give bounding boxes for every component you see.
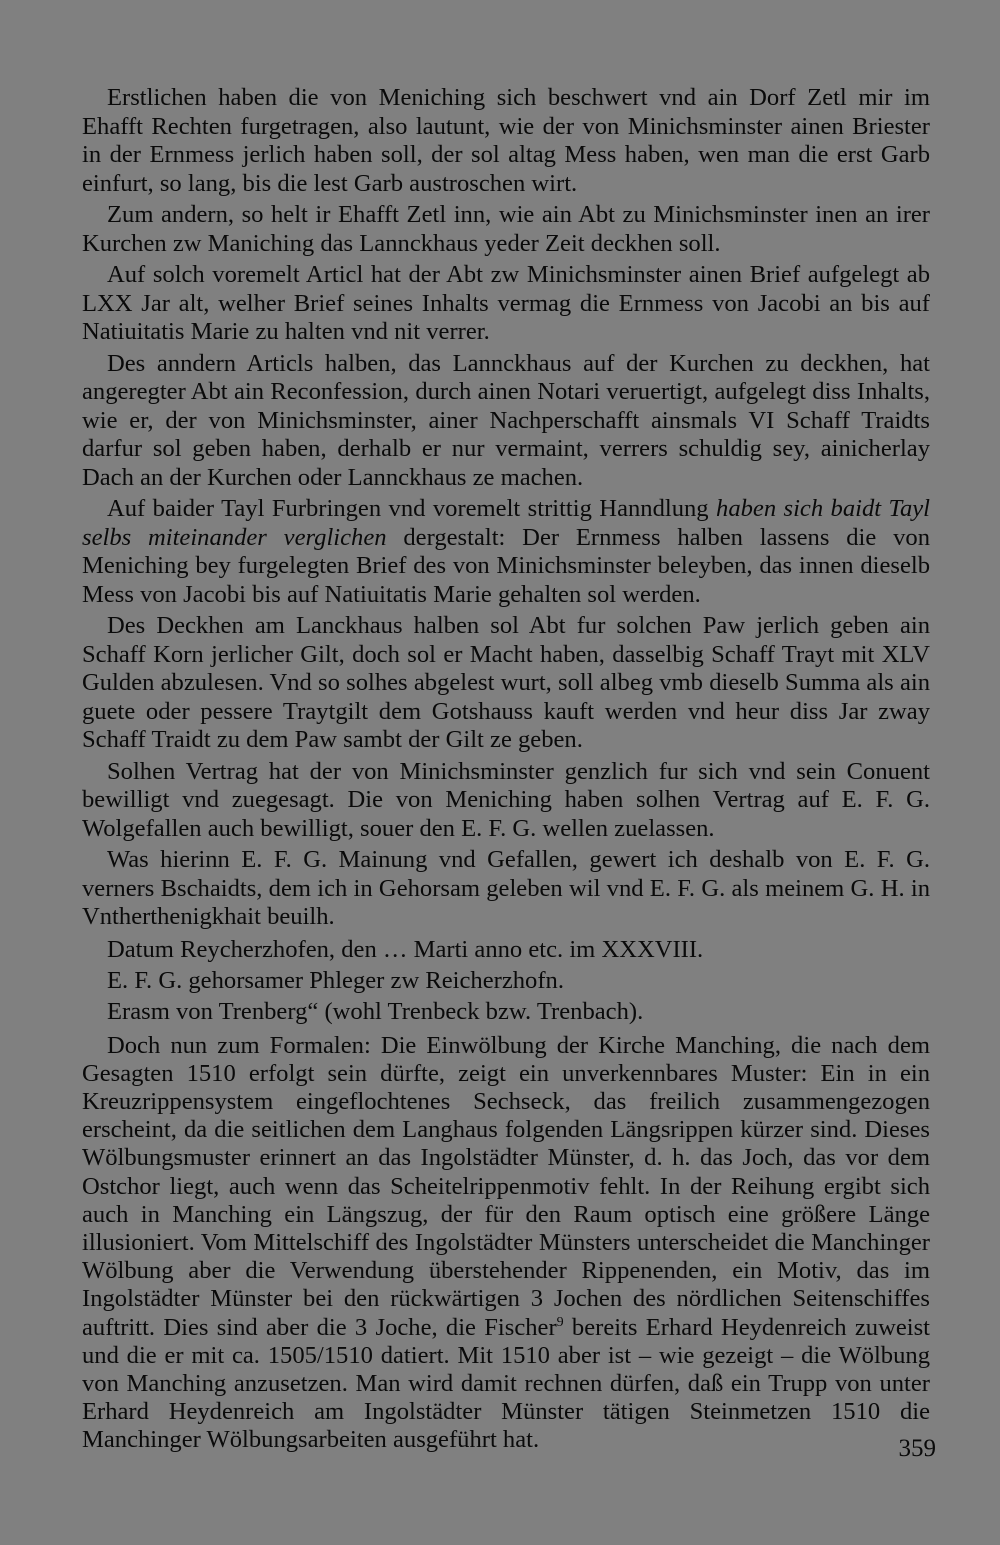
quote-signer: Erasm von Trenberg“ (wohl Trenbeck bzw. Trenbach). xyxy=(107,997,644,1025)
quote-paragraph: Was hierinn E. F. G. Mainung vnd Gefallen, gewert ich deshalb von E. F. G. verners Bschaidts, dem ich in Gehorsam geleben wil vnd E. F. G. als meinem G. H. in Vntherthenigkhait beuilh. xyxy=(82,846,930,930)
quote-date: Datum Reycherzhofen, den … Marti anno etc. im XXXVIII. xyxy=(107,935,704,963)
quote-paragraph: Des anndern Articls halben, das Lannckhaus auf der Kurchen zu deckhen, hat angeregter Abt ain Reconfession, durch ainen Notari veruertigt, aufgelegt diss Inhalts, wie er, der von Minichsminster, ainer Nachperschafft ainsmals VI Schaff Traidts darfur sol geben haben, derhalb er nur vermaint, verrers schuldig sey, ainicherlay Dach an der Kurchen oder Lannckhaus ze machen. xyxy=(82,349,930,491)
quote-paragraph: Auf solch voremelt Articl hat der Abt zw Minichsminster ainen Brief aufgelegt ab LXX Jar alt, welher Brief seines Inhalts vermag die Ernmess von Jacobi an bis auf Natiuitatis Marie zu halten vnd nit verrer. xyxy=(82,261,930,345)
quote-paragraph: Zum andern, so helt ir Ehafft Zetl inn, wie ain Abt zu Minichsminster inen an irer Kurchen zw Maniching das Lannckhaus yeder Zeit deckhen soll. xyxy=(82,201,930,257)
body-paragraph xyxy=(82,1032,930,1455)
page-content xyxy=(82,84,930,1504)
body-text-run: Doch nun zum Formalen: Die Einwölbung der Kirche Manching, die nach dem Gesagten 1510 erfolgt sein dürfte, zeigt ein unverkennbares Muster: Ein in ein Kreuzrippensystem eingeflochtenes Sechseck, das freilich zusammengezogen erscheint, da die seitlichen dem Langhaus folgenden Längsrippen kürzer sind. Dieses Wölbungsmuster erinnert an das Ingolstädter Münster, d. h. das Joch, das vor dem Ostchor liegt, auch wenn das Scheitelrippenmotiv fehlt. In der Reihung ergibt sich auch in Manching ein Längszug, der für den Raum optisch eine größere Länge illusioniert. Vom Mittelschiff des Ingolstädter Münsters unterscheidet die Manchinger Wölbung aber die Verwendung überstehender Rippenenden, ein Motiv, das im Ingolstädter Münster bei den rückwärtigen 3 Jochen des nördlichen Seitenschiffes auftritt. Dies sind aber die 3 Joche, die Fischer xyxy=(82,1031,930,1341)
quote-paragraph: Solhen Vertrag hat der von Minichsminster genzlich fur sich vnd sein Conuent bewilligt vnd zuegesagt. Die von Meniching haben solhen Vertrag auf E. F. G. Wolgefallen auch bewilligt, souer den E. F. G. wellen zuelassen. xyxy=(82,757,930,842)
quote-text: Auf baider Tayl Furbringen vnd voremelt strittig Hanndlung xyxy=(107,495,717,522)
quote-signature: E. F. G. gehorsamer Phleger zw Reicherzhofn. xyxy=(107,966,564,994)
quote-paragraph xyxy=(82,495,930,609)
body-text xyxy=(82,1032,930,1455)
body-text-run: bereits Erhard Heydenreich zuweist und die er mit ca. 1505/1510 datiert. Mit 1510 aber ist – wie gezeigt – die Wölbung von Manching anzusetzen. Man wird damit rechnen dürfen, daß ein Trupp von unter Erhard Heydenreich am Ingolstädter Münster tätigen Steinmetzen 1510 die Manchinger Wölbungsarbeiten ausgeführt hat. xyxy=(82,1313,931,1454)
footnote-marker: 9 xyxy=(556,1314,564,1330)
page-number: 359 xyxy=(898,1435,936,1462)
quote-paragraph: Des Deckhen am Lanckhaus halben sol Abt fur solchen Paw jerlich geben ain Schaff Korn jerlicher Gilt, doch sol er Macht haben, dasselbig Schaff Trayt mit XLV Gulden abzulesen. Vnd so solhes abgelest wurt, soll albeg vmb dieselb Summa als ain guete oder pessere Traytgilt dem Gotshauss kauft werden vnd heur diss Jar zway Schaff Traidt zu dem Paw sambt der Gilt ze geben. xyxy=(82,612,930,753)
quoted-document xyxy=(82,84,930,1026)
quote-paragraph: Erstlichen haben die von Meniching sich beschwert vnd ain Dorf Zetl mir im Ehafft Rechten furgetragen, also lautunt, wie der von Minichsminster ainen Briester in der Ernmess jerlich haben soll, der sol altag Mess haben, wen man die erst Garb einfurt, so lang, bis die lest Garb austroschen wirt. xyxy=(82,84,930,197)
quote-italic-text: haben sich baidt Tayl selbs miteinander verglichen xyxy=(82,495,930,551)
quote-text: dergestalt: Der Ernmess halben lassens die von Meniching bey furgelegten Brief des von Minichsminster beleyben, das innen dieselb Mess von Jacobi bis auf Natiuitatis Marie gehalten sol werden. xyxy=(82,523,930,608)
